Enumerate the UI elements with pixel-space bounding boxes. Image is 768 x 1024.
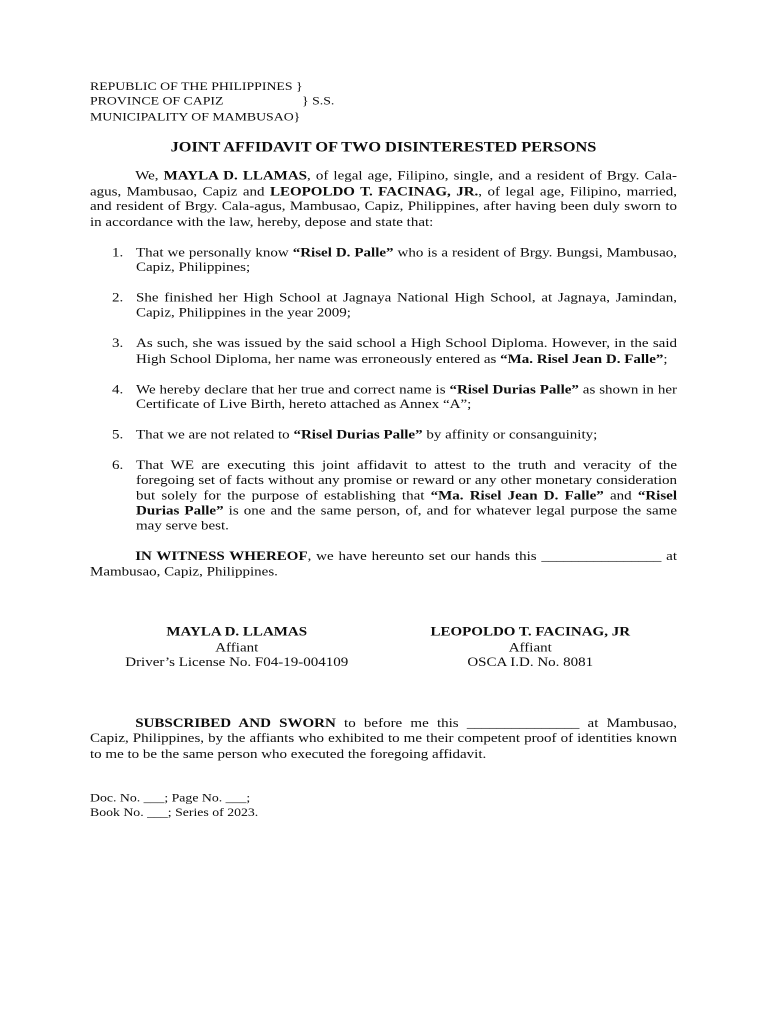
signatory-left xyxy=(90,626,384,672)
statement-number: 1. xyxy=(112,245,124,260)
statement-bold-name: “Ma. Risel Jean D. Falle” xyxy=(430,488,604,503)
signatory-role: Affiant xyxy=(215,640,259,655)
statement-text: who is a resident of Brgy. Bungsi, Mambusao, Capiz, Philippines; xyxy=(136,245,678,275)
venue-brace-republic: } xyxy=(296,79,303,93)
intro-text-2: , of legal age, Filipino, single, and a resident of Brgy. Cala-agus, Mambusao, Capiz and xyxy=(90,169,677,199)
statement-text: by affinity or consanguinity; xyxy=(422,427,598,442)
statement-item-5 xyxy=(90,428,677,443)
witness-lead: IN WITNESS WHEREOF xyxy=(135,549,308,564)
jurat-lead: SUBSCRIBED AND SWORN xyxy=(135,716,336,731)
statement-item-2 xyxy=(90,291,677,321)
signatory-name: LEOPOLDO T. FACINAG, JR xyxy=(430,625,631,640)
intro-text-3: , of legal age, Filipino, married, and resident of Brgy. Cala-agus, Mambusao, Capiz, Philippines, after having been duly sworn to in accordance with the law, hereby, depose and state that: xyxy=(90,184,677,230)
venue-line-municipality: MUNICIPALITY OF MAMBUSAO} xyxy=(90,109,301,123)
venue-province-text: PROVINCE OF CAPIZ xyxy=(90,94,224,108)
affidavit-content xyxy=(90,78,677,820)
intro-text-1: We, xyxy=(135,169,164,184)
statement-number: 2. xyxy=(112,291,124,306)
signatory-name: MAYLA D. LLAMAS xyxy=(166,625,308,640)
signatory-id: OSCA I.D. No. 8081 xyxy=(467,656,594,670)
statement-bold-name: “Ma. Risel Jean D. Falle” xyxy=(500,351,664,366)
statement-number: 4. xyxy=(112,382,124,397)
statement-text: and xyxy=(603,488,638,503)
statement-item-1 xyxy=(90,246,677,276)
notarial-doc-page: Doc. No. ___; Page No. ___; xyxy=(90,790,251,804)
statement-item-3 xyxy=(90,337,677,367)
intro-paragraph xyxy=(90,170,677,231)
statements-list xyxy=(90,246,677,535)
statement-item-6 xyxy=(90,458,677,534)
venue-republic-text: REPUBLIC OF THE PHILIPPINES xyxy=(90,79,293,93)
notarial-register xyxy=(90,790,677,820)
venue-line-province xyxy=(90,94,677,109)
statement-bold-name: “Risel Durias Palle” xyxy=(293,427,423,442)
statement-bold-name: “Risel Durias Palle” xyxy=(136,488,677,518)
signature-block xyxy=(90,626,677,672)
signatory-id: Driver’s License No. F04-19-004109 xyxy=(125,656,349,670)
affiant-name-1: MAYLA D. LLAMAS xyxy=(163,169,308,184)
signatory-role: Affiant xyxy=(508,640,552,655)
jurat-paragraph xyxy=(90,717,677,763)
statement-number: 5. xyxy=(112,427,124,442)
venue-line-republic xyxy=(90,78,677,93)
statement-number: 3. xyxy=(112,336,124,351)
statement-text: is one and the same person, of, and for whatever legal purpose the same may serve best. xyxy=(136,503,677,534)
statement-bold-name: “Risel Durias Palle” xyxy=(449,382,579,397)
jurat-text: to before me this _______________ at Mambusao, Capiz, Philippines, by the affiants who exhibited to me their competent proof of identities known to me to be the same person who executed the foregoing affidavit. xyxy=(90,716,677,762)
signatory-right xyxy=(384,626,678,672)
affiant-name-2: LEOPOLDO T. FACINAG, JR. xyxy=(269,184,479,199)
statement-text: We hereby declare that her true and correct name is xyxy=(136,382,450,397)
statement-number: 6. xyxy=(112,458,124,473)
statement-text: as shown in her Certificate of Live Birth, hereto attached as Annex “A”; xyxy=(136,382,677,412)
statement-text: She finished her High School at Jagnaya National High School, at Jagnaya, Jamindan, Capiz, Philippines in the year 2009; xyxy=(136,291,677,321)
statement-text: That we are not related to xyxy=(136,427,294,442)
witness-text: , we have hereunto set our hands this ________________ at Mambusao, Capiz, Philippines. xyxy=(90,549,677,579)
document-title: JOINT AFFIDAVIT OF TWO DISINTERESTED PERSONS xyxy=(170,138,597,155)
statement-text: ; xyxy=(663,351,668,366)
notarial-book-series: Book No. ___; Series of 2023. xyxy=(90,805,259,819)
statement-item-4 xyxy=(90,382,677,412)
statement-text: That we personally know xyxy=(136,245,293,260)
venue-brace-ss: } S.S. xyxy=(302,94,335,108)
statement-text: As such, she was issued by the said school a High School Diploma. However, in the said High School Diploma, her name was erroneously entered as xyxy=(136,336,677,366)
witness-paragraph xyxy=(90,550,677,580)
statement-bold-name: “Risel D. Palle” xyxy=(292,245,394,260)
statement-text: That WE are executing this joint affidavit to attest to the truth and veracity of the foregoing set of facts without any promise or reward or any other monetary consideration but solely for the purpose of establishing that xyxy=(136,458,677,503)
venue-header xyxy=(90,78,677,124)
